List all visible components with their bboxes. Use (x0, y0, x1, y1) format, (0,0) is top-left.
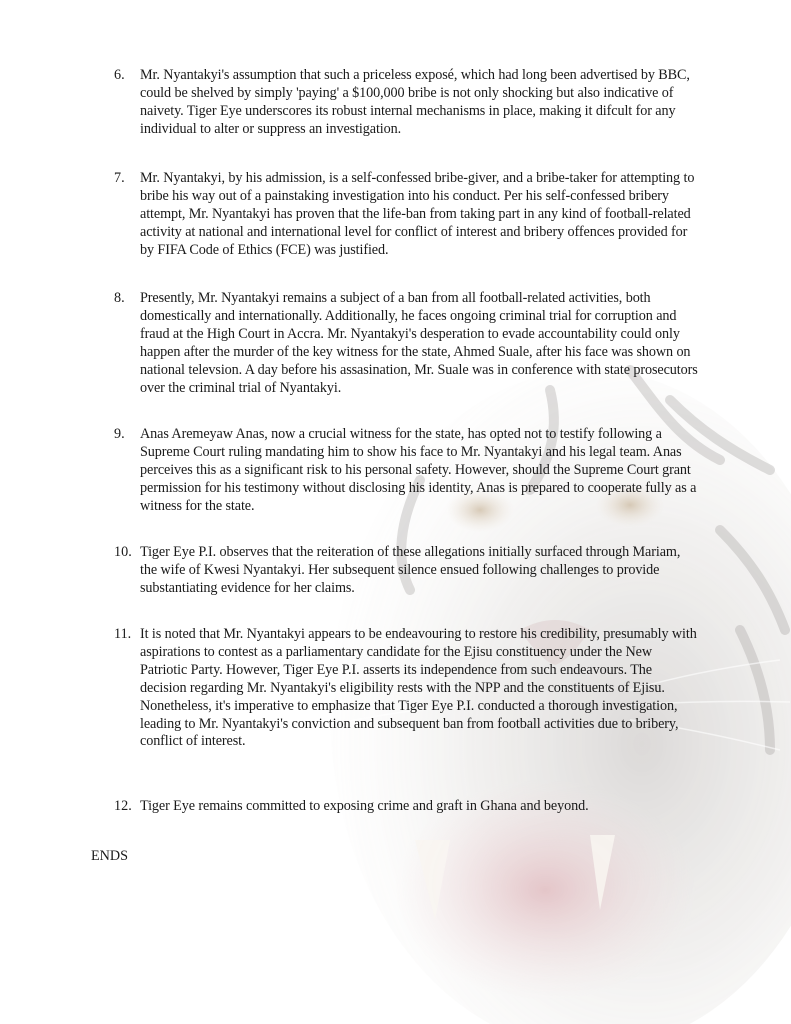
list-item-text: Mr. Nyantakyi, by his admission, is a self-confessed bribe-giver, and a bribe-taker for attempting to bribe his way out of a painstaking investigation into his conduct. Per his self-confessed bribery attempt, Mr. Nyantakyi has proven that the life-ban from taking part in any kind of football-related activity at national and international level for conflict of interest and bribery offences provided for by FIFA Code of Ethics (FCE) was justified. (140, 170, 695, 258)
list-item (114, 67, 714, 139)
list-item (114, 170, 714, 260)
list-item-number: 10. (114, 544, 132, 560)
list-item (114, 626, 714, 751)
list-item-number: 12. (114, 798, 132, 814)
list-item-number: 6. (114, 67, 125, 83)
list-item-text: Presently, Mr. Nyantakyi remains a subject of a ban from all football-related activities, both domestically and internationally. Additionally, he faces ongoing criminal trial for corruption and fraud at the High Court in Accra. Mr. Nyantakyi's desperation to evade accountability could only happen after the murder of the key witness for the state, Ahmed Suale, after his face was shown on national televsion. A day before his assasination, Mr. Suale was in conference with state prosecutors over the criminal trial of Nyantakyi. (140, 290, 698, 396)
list-item-number: 11. (114, 626, 132, 642)
list-item-text: It is noted that Mr. Nyantakyi appears to be endeavouring to restore his credibility, presumably with aspirations to contest as a parliamentary candidate for the Ejisu constituency under the New Patriotic Party. However, Tiger Eye P.I. asserts its independence from such endeavours. The decision regarding Mr. Nyantakyi's eligibility rests with the NPP and the constituents of Ejisu. Nonetheless, it's imperative to emphasize that Tiger Eye P.I. conducted a thorough investigation, leading to Mr. Nyantakyi's conviction and subsequent ban from football activities due to bribery, conflict of interest. (140, 626, 697, 750)
list-item-number: 8. (114, 290, 125, 306)
list-item-text: Tiger Eye P.I. observes that the reiteration of these allegations initially surfaced through Mariam, the wife of Kwesi Nyantakyi. Her subsequent silence ensued following challenges to provide substantiating evidence for her claims. (140, 544, 681, 596)
list-item-number: 7. (114, 170, 125, 186)
list-item-text: Anas Aremeyaw Anas, now a crucial witness for the state, has opted not to testify following a Supreme Court ruling mandating him to show his face to Mr. Nyantakyi and his legal team. Anas perceives this as a significant risk to his personal safety. However, should the Supreme Court grant permission for his testimony without disclosing his identity, Anas is prepared to cooperate fully as a witness for the state. (140, 426, 697, 514)
ends-marker: ENDS (91, 848, 129, 864)
list-item (114, 426, 714, 516)
list-item (114, 544, 714, 598)
list-item-text: Mr. Nyantakyi's assumption that such a priceless exposé, which had long been advertised by BBC, could be shelved by simply 'paying' a $100,000 bribe is not only shocking but also indicative of naivety. Tiger Eye underscores its robust internal mechanisms in place, making it difcult for any individual to alter or suppress an investigation. (140, 67, 690, 137)
list-item-number: 9. (114, 426, 125, 442)
list-item (114, 290, 714, 397)
list-item-text: Tiger Eye remains committed to exposing crime and graft in Ghana and beyond. (140, 798, 589, 814)
list-item (114, 798, 714, 816)
